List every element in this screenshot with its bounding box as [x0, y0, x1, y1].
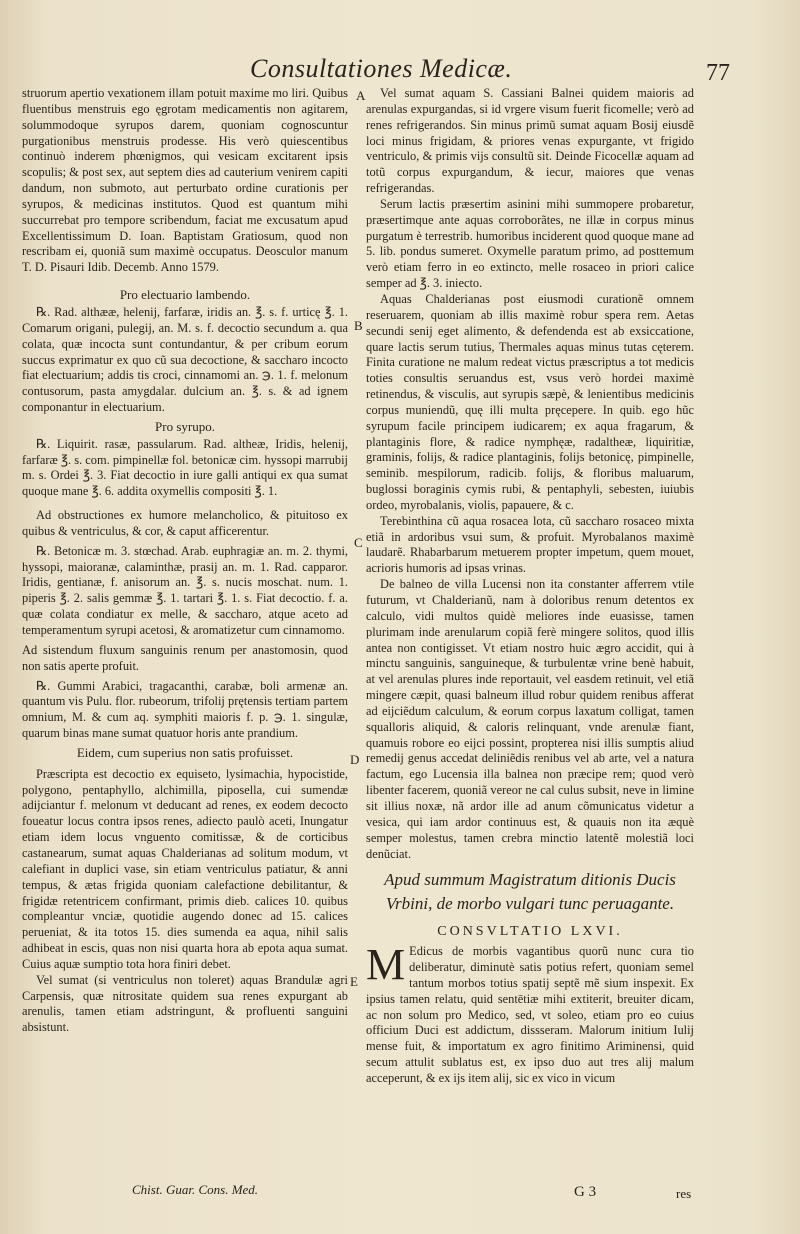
recipe-paragraph: ℞. Betonicæ m. 3. stœchad. Arab. euphragiæ an. m. 2. thymi, hyssopi, maioranæ, calaminthæ, prasij an. m. 1. Rad. capparor. Iridis, gentianæ, f. anisorum an. ℥. s. nucis moschat. num. 1. piperis ℥. 2. salis gemmæ ℥. 1. tartari ℥. 1. s. Fiat decoctio. f. a. quæ colata condiatur ex melle, & saccharo, atque aceto ad temperamentum syrupi acetosi, & aromatizetur cum cinnamomo.	[22, 543, 348, 637]
consultation-number: CONSVLTATIO LXVI.	[437, 924, 623, 940]
paragraph-text: Edicus de morbis vagantibus quorũ nunc cura tio deliberatur, diminutè satis potius refert, quoniam semel tantum morbos totius spatij septẽ mẽ sium inspexit. Ex ipsius tamen relatu, quid sentētiæ mihi extiterit, breuiter dicam, ac non solum pro Medico, sed, vt soleo, etiam pro eo cuius officium Duci est addictum, dissseram. Malorum initium Iulij mense fuit, & importatum ex agro finitimo Ariminensi, quid secum attulit sublatus est, ex ipso duo aut tres alij malum acceperunt, & ex ijs item alij, sic ex vico in vicum	[366, 944, 694, 1085]
paragraph: Serum lactis præsertim asinini mihi summopere probaretur, præsertimque ante aquas corroborãtes, ne illæ in corpus minus purgatum è terrestrib. humoribus inciderent quod quoque mane ad 5. lib. pondus sumeret. Oxymelle paratum primo, ad posttemum verò etiam ferro in eo extincto, melle rosaceo in priori calice semper ad ℥. 3. iniecto.	[366, 196, 694, 291]
margin-letter-d: D	[350, 752, 360, 767]
page-number: 77	[706, 60, 730, 86]
right-column	[366, 86, 694, 1087]
margin-letter-b: B	[354, 318, 363, 333]
paragraph: Vel sumat aquam S. Cassiani Balnei quidem maioris ad arenulas expurgandas, si id vrgere visum fuerit ficomelle; verò ad renes refrigerandos. Sin minus primũ sumat aquam Bosij eiusdẽ loci minus frigidam, & priores venas expurgante, vt frigido ventriculo, & primis vijs consultũ sit. Deinde Ficocellæ aquam ad totũ corpus expurgandum, & iecur, maiores que venas refrigerandas.	[366, 86, 694, 196]
margin-letter-e: E	[350, 974, 358, 989]
recipe-paragraph: ℞. Liquirit. rasæ, passularum. Rad. altheæ, Iridis, helenij, farfaræ ℥. s. com. pimpinellæ fol. betonicæ cim. hyssopi marrubij m. s. Ordei ℥. 3. Fiat decoctio in iure galli antiqui ex qua sumat quoque mane ℥. 6. addita oxymellis compositi ℥. 1.	[22, 436, 348, 499]
paragraph: Aquas Chalderianas post eiusmodi curationẽ omnem reseruarem, quoniam ab illis maximè robur spera rem. Aetas secundi senij eget alimento, & defendenda est ab exsiccatione, quare lactis serum tutius, Thermales aquas minus tutas cęterem. Finita curatione ne malum redeat victus præscriptus a tot medicis toties consultis seruandus est, vsus verò hordei maximè retinendus, & visculis, aut syrupis sæpè, & lenientibus medicinis corpus muniendũ, quę illi multa pręcepere. In quib. ego hũc syrupum facile principem iudicarem; ex aqua fragarum, & plantaginis flore, & radice nymphęæ, radaltheæ, liquiritiæ, graminis, folijs, & radice plantaginis, folijs betonicę, pimpinelle, seminib. mespilorum, radicib. folijs, & floribus maluarum, buglossi boraginis cymis rubi, & pentaphyli, sebesten, iuiubis ordeo, myrobalanis, violis, papauere, & c.	[366, 291, 694, 512]
drop-cap: M	[366, 940, 406, 990]
signature-mark: G 3	[574, 1184, 597, 1200]
section-heading: Pro electuario lambendo.	[119, 287, 251, 303]
running-title: Consultationes Medicæ.	[250, 54, 513, 83]
section-heading: Ad sistendum fluxum sanguinis renum per anastomosin, quod non satis aperte profuit.	[22, 642, 348, 673]
margin-letter-a: A	[356, 88, 366, 103]
footer-signature: Chist. Guar. Cons. Med.	[132, 1182, 259, 1197]
paragraph: Præscripta est decoctio ex equiseto, lysimachia, hypocistide, polygono, pentaphyllo, alchimilla, piposella, cui sumendæ adijciantur f. melonum vt deducant ad renes, ex eodem decocto foueatur locus contra ipsos renes, adiecto paulò aceti, Inungatur etiam idem locus vnguento comitissæ, & de corticibus castanearum, sumat aquas Chalderianas ad solitum modum, vt calefiant in duplici vase, sin etiam ventriculus patiatur, & anni tempus, & ætas frigida quoniam calefactione debilitantur, & frigidæ retentricem confirmant, primis dieb. calices 10. quibus compleantur vnciæ, quotidie augendo donec ad 15. calices perueniat, & ita totos 15. dies sumenda ea aqua, nihil salis adhibeat in escis, quas non nisi quarta hora ab epota aqua sumat. Cuius aquæ sumptio tota hora finiri debet.	[22, 766, 348, 971]
section-heading: Eidem, cum superius non satis profuisset.	[76, 744, 294, 760]
paragraph: struorum apertio vexationem illam potuit maxime mo liri. Quibus fluentibus menstruis ego ęgrotam medicamentis non agitarem, solummodoque syrupos darem, quoniam cognoscuntur purgationibus menstruis prodesse. His verò quiescentibus continuò inderem phœnigmos, qui vesicam excitarent ipsis scopulis; & post sex, aut septem dies ad cauterium venirem capiti dandum, non submoto, aut perturbato ordine curationis per syrupos, & medicinas institutos. Quod est quantum mihi succurrebat pro tempore scribendum, faciat me excusatum apud Excellentissimum D. Ioan. Baptistam Gratiosum, quod non rescribam ei, quoniã sum maximè occupatus. Deosculor manum T. D. Pisauri Idib. Decemb. Anno 1579.	[22, 86, 348, 275]
paragraph: De balneo de villa Lucensi non ita constanter afferrem vtile futurum, vt Chalderianũ, nam à doloribus renum detentos ex calculo, vidi multos quidè meliores inde euasisse, tamen plurimam inde arenularum copiã ferè mingere solitos, quod illis antea non contigisset. Vt etiam nostro huic ægro accidit, qui à minctu sanguinis, sanguineque, & turbulentæ vrine benè habuit, at vel arenulas plures inde reportauit, vel easdem retinuit, vel etiã mingere cæpit, quasi balneum illud robur quidem renibus afferat ad eijciẽdum calculum, & eorum corpus laxatum colligat, tamen squalloris aliquid, & caloris relinquant, vnde arenulæ fiant, quamuis robore eo eijci possint, propterea nisi illis sumptis aliud remedij genus accedat deliniẽdis renibus vel ab arte, vel a natura factum, ego Lucensia illa balnea non præcipe rem; quod verò libenter facerem, quoniã vereor ne cal culus subsit, neve in limine sit illius noxæ, nã ardor ille ad anum cõmunicatus videtur a vesica, qui iam ardor continuus est, & quauis non ita æquè semper molestus, tamen crebra minctio latentẽ molestiã loci denũciat.	[366, 577, 694, 861]
section-heading: Ad obstructiones ex humore melancholico, & pituitoso ex quibus & ventriculus, & cor, & caput afficerentur.	[22, 508, 348, 538]
paragraph: Terebinthina cũ aqua rosacea lota, cũ saccharo rosaceo mixta etiã in ardoribus vsui sum, & profuit. Myrobalanos maximè laudarẽ. Rhabarbarum metuerem propter impetum, quem mouet, acrioris humoris ad ipsas vrinas.	[366, 513, 694, 576]
catchword: res	[676, 1186, 692, 1201]
recipe-paragraph: ℞. Gummi Arabici, tragacanthi, carabæ, boli armenæ an. quantum vis Pulu. flor. rubeorum, trifolij prętensis tertiam partem omnium, M. & cum aq. symphiti maioris f. p. ℈. 1. singulæ, quarum binas mane sumat quatuor horis ante prandium.	[22, 678, 348, 741]
consultation-title: Apud summum Magistratum ditionis Ducis Vrbini, de morbo vulgari tunc peruagante.	[384, 870, 676, 914]
paragraph-with-dropcap	[366, 940, 694, 1087]
margin-letter-c: C	[354, 535, 363, 550]
recipe-paragraph: ℞. Rad. althææ, helenij, farfaræ, iridis an. ℥. s. f. urticę ℥. 1. Comarum origani, pulegij, an. M. s. f. decoctio secundum a. qua colata, quæ incocta sunt contundantur, & per cribum eorum succus exprimatur ex quo cũ sua decoctione, & saccharo incocto fiat electuarium; addis tis croci, cinnamomi an. ℈. 1. f. melonum contusorum, pasta amygdalar. dulcium an. ℥. s. & ad ignem componantur in electuarium.	[22, 304, 348, 415]
left-column	[22, 86, 348, 1036]
paragraph: Vel sumat (si ventriculus non toleret) aquas Brandulæ agri Carpensis, quæ nitrositate quidem sua renes expurgant ab arenulis, tamen etiam adstringunt, & profluenti sanguini absistunt.	[22, 972, 348, 1035]
section-heading: Pro syrupo.	[155, 418, 215, 434]
